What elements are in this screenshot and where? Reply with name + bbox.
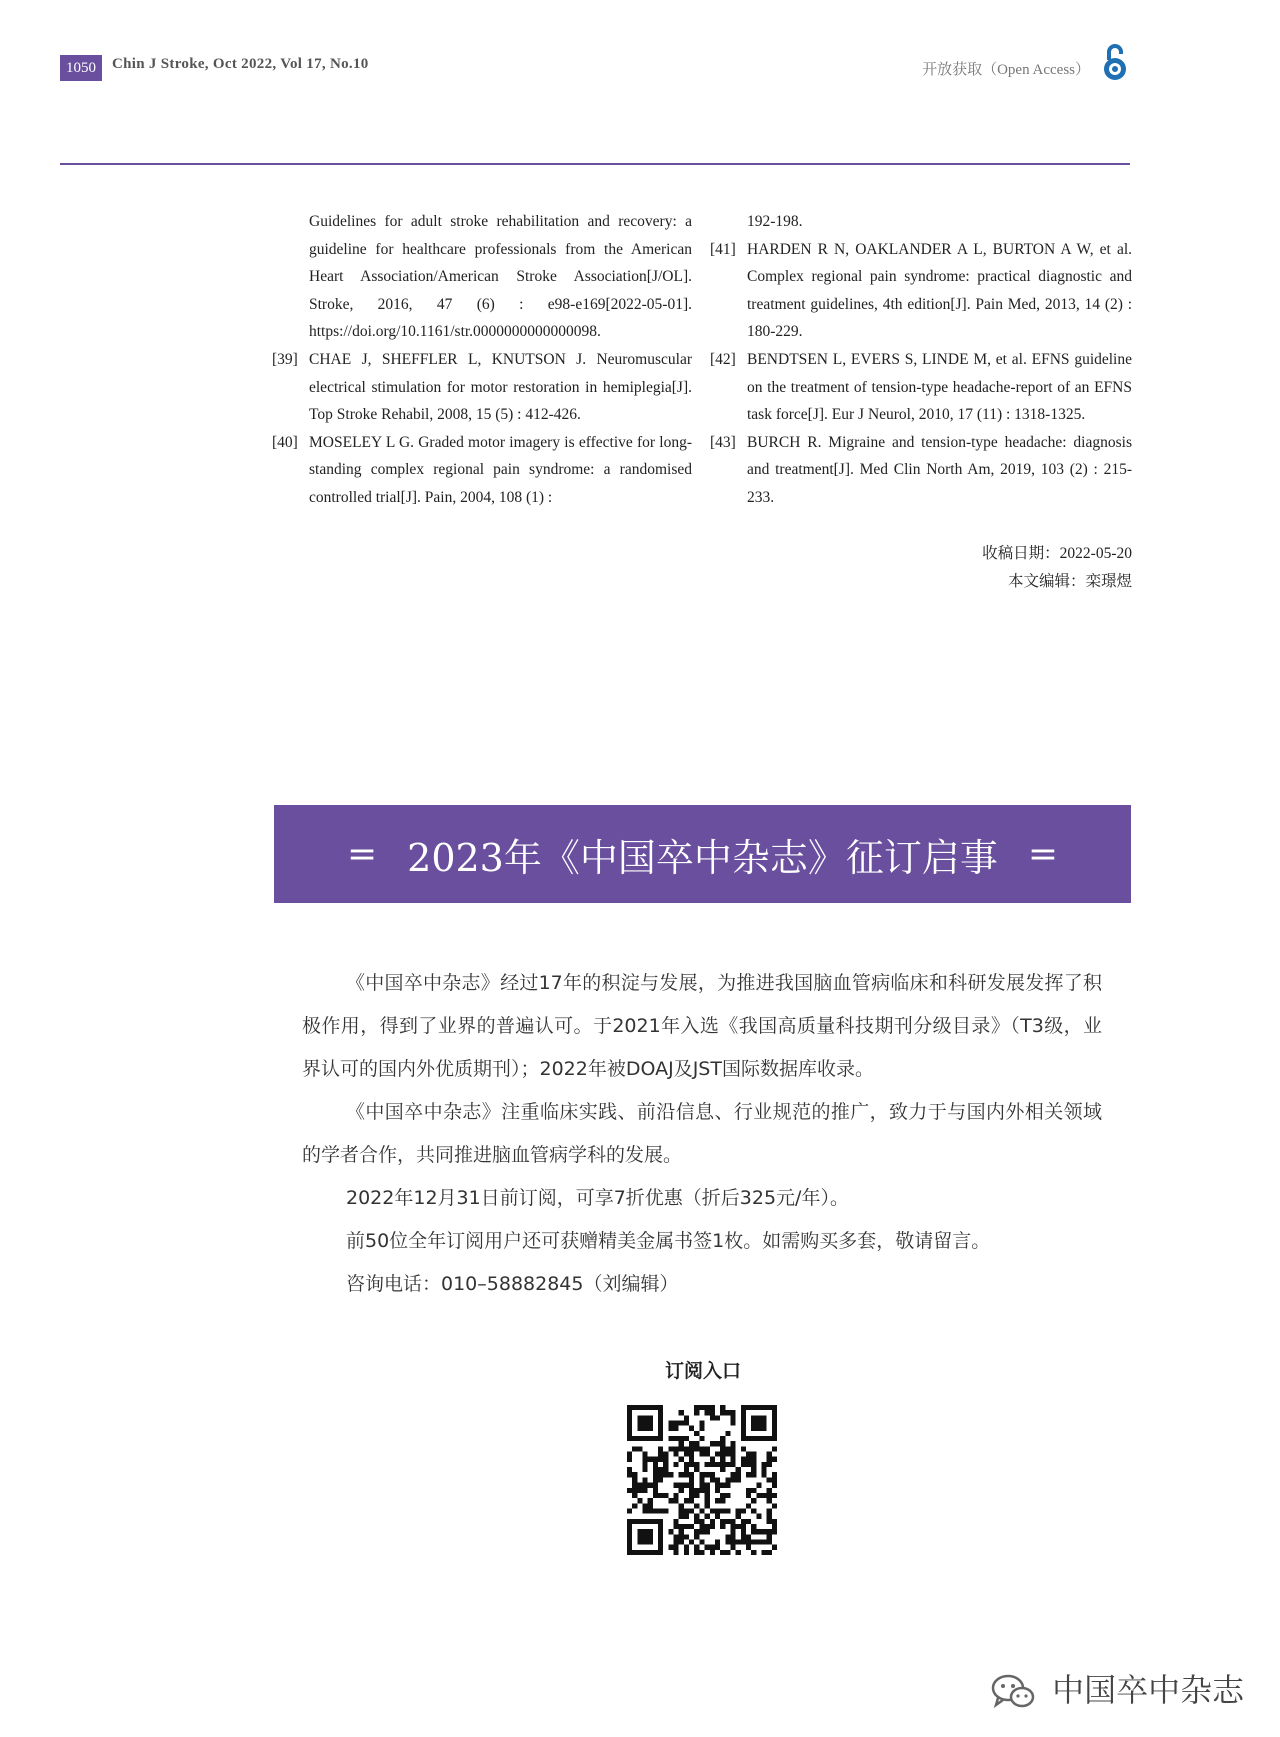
notice-paragraph: 《中国卒中杂志》注重临床实践、前沿信息、行业规范的推广，致力于与国内外相关领域的学者合作，共同推进脑血管病学科的发展。	[302, 1101, 1102, 1166]
wechat-watermark	[990, 1665, 1244, 1711]
reference-number: [42]	[710, 350, 736, 368]
contact-phone: 咨询电话：010–58882845（刘编辑）	[346, 1273, 679, 1295]
qr-code-title: 订阅入口	[664, 1360, 741, 1382]
reference-item	[710, 346, 1132, 429]
reference-text: HARDEN R N, OAKLANDER A L, BURTON A W, et al. Complex regional pain syndrome: practical diagnostic and treatment guidelines, 4th edition[J]. Pain Med, 2013, 14 (2) : 180-229.	[747, 240, 1132, 341]
article-editor: 本文编辑：栾璟煜	[1007, 573, 1132, 590]
banner-title: 2023年《中国卒中杂志》征订启事	[407, 835, 998, 880]
reference-text: MOSELEY L G. Graded motor imagery is effective for long-standing complex regional pain syndrome: a randomised controlled trial[J]. Pain, 2004, 108 (1) :	[309, 433, 692, 506]
subscription-notice	[302, 962, 1102, 1306]
page-header	[60, 52, 1130, 82]
qr-code[interactable]	[627, 1405, 777, 1555]
banner-right-mark: =	[1027, 833, 1059, 875]
article-received-info	[982, 540, 1132, 596]
reference-item	[710, 429, 1132, 512]
page-number: 1050	[60, 55, 102, 81]
references-left-column	[272, 208, 692, 512]
reference-number: [39]	[272, 350, 298, 368]
wechat-icon	[990, 1673, 1036, 1711]
reference-number: [43]	[710, 433, 736, 451]
subscription-banner	[274, 805, 1131, 903]
reference-text: 192-198.	[747, 213, 803, 230]
reference-item	[710, 236, 1132, 346]
reference-number: [41]	[710, 240, 736, 258]
references-right-column	[710, 208, 1132, 512]
reference-text: BURCH R. Migraine and tension-type headache: diagnosis and treatment[J]. Med Clin North Am, 2019, 103 (2) : 215-233.	[747, 433, 1132, 506]
open-lock-icon	[1100, 42, 1130, 82]
reference-number: [40]	[272, 433, 298, 451]
reference-item	[710, 208, 1132, 236]
reference-text: CHAE J, SHEFFLER L, KNUTSON J. Neuromuscular electrical stimulation for motor restoration in hemiplegia[J]. Top Stroke Rehabil, 2008, 15 (5) : 412-426.	[309, 350, 692, 424]
open-access-label: 开放获取（Open Access）	[922, 62, 1090, 78]
notice-paragraph: 《中国卒中杂志》经过17年的积淀与发展，为推进我国脑血管病临床和科研发展发挥了积极作用，得到了业界的普遍认可。于2021年入选《我国高质量科技期刊分级目录》（T3级，业界认可的国内外优质期刊）；2022年被DOAJ及JST国际数据库收录。	[302, 972, 1102, 1080]
notice-paragraph: 前50位全年订阅用户还可获赠精美金属书签1枚。如需购买多套，敬请留言。	[346, 1230, 991, 1252]
journal-citation: Chin J Stroke, Oct 2022, Vol 17, No.10	[112, 56, 369, 72]
reference-item	[272, 208, 692, 346]
reference-item	[272, 429, 692, 512]
watermark-text: 中国卒中杂志	[1052, 1671, 1245, 1709]
reference-text: BENDTSEN L, EVERS S, LINDE M, et al. EFNS guideline on the treatment of tension-type headache-report of an EFNS task force[J]. Eur J Neurol, 2010, 17 (11) : 1318-1325.	[747, 350, 1132, 424]
received-date: 收稿日期：2022-05-20	[982, 545, 1132, 562]
banner-left-mark: =	[346, 833, 378, 875]
notice-paragraph: 2022年12月31日前订阅，可享7折优惠（折后325元/年）。	[346, 1187, 849, 1209]
reference-text: Guidelines for adult stroke rehabilitation and recovery: a guideline for healthcare professionals from the American Heart Association/American Stroke Association[J/OL]. Stroke, 2016, 47 (6) : e98-e169[2022-05-01]. https://doi.org/10.1161/str.0000000000000098.	[309, 213, 692, 341]
reference-item	[272, 346, 692, 429]
header-divider	[60, 163, 1130, 165]
